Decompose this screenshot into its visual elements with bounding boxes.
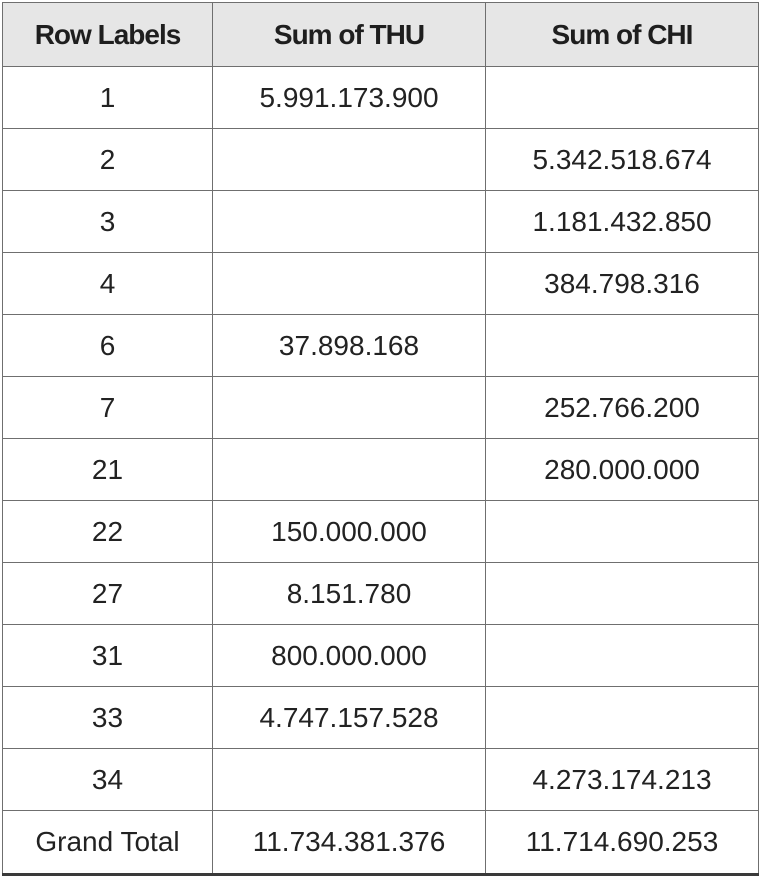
- row-label-cell: 34: [3, 749, 213, 811]
- row-label-cell: 21: [3, 439, 213, 501]
- header-sum-of-chi: Sum of CHI: [486, 3, 759, 67]
- sum-of-chi-cell: [486, 687, 759, 749]
- header-sum-of-thu: Sum of THU: [213, 3, 486, 67]
- grand-total-row: [3, 811, 759, 875]
- row-label-cell: 3: [3, 191, 213, 253]
- table-row: [3, 439, 759, 501]
- row-label-cell: 22: [3, 501, 213, 563]
- row-label-cell: 33: [3, 687, 213, 749]
- sum-of-thu-cell: 150.000.000: [213, 501, 486, 563]
- sum-of-chi-cell: 1.181.432.850: [486, 191, 759, 253]
- table-row: [3, 625, 759, 687]
- grand-total-chi: 11.714.690.253: [486, 811, 759, 875]
- header-row-labels: Row Labels: [3, 3, 213, 67]
- sum-of-thu-cell: 4.747.157.528: [213, 687, 486, 749]
- sum-of-chi-cell: 280.000.000: [486, 439, 759, 501]
- row-label-cell: 1: [3, 67, 213, 129]
- row-label-cell: 27: [3, 563, 213, 625]
- row-label-cell: 7: [3, 377, 213, 439]
- sum-of-thu-cell: 8.151.780: [213, 563, 486, 625]
- sum-of-chi-cell: [486, 625, 759, 687]
- table-row: [3, 501, 759, 563]
- sum-of-thu-cell: [213, 191, 486, 253]
- sum-of-thu-cell: [213, 439, 486, 501]
- sum-of-chi-cell: [486, 563, 759, 625]
- grand-total-label: Grand Total: [3, 811, 213, 875]
- sum-of-chi-cell: 384.798.316: [486, 253, 759, 315]
- sum-of-thu-cell: [213, 377, 486, 439]
- table-row: [3, 315, 759, 377]
- table-row: [3, 67, 759, 129]
- sum-of-thu-cell: 800.000.000: [213, 625, 486, 687]
- sum-of-chi-cell: [486, 67, 759, 129]
- row-label-cell: 2: [3, 129, 213, 191]
- sum-of-thu-cell: [213, 253, 486, 315]
- row-label-cell: 6: [3, 315, 213, 377]
- table-row: [3, 563, 759, 625]
- sum-of-thu-cell: [213, 749, 486, 811]
- sum-of-chi-cell: [486, 501, 759, 563]
- header-row: [3, 3, 759, 67]
- sum-of-chi-cell: 252.766.200: [486, 377, 759, 439]
- table-row: [3, 749, 759, 811]
- sum-of-thu-cell: [213, 129, 486, 191]
- table-row: [3, 129, 759, 191]
- table-row: [3, 253, 759, 315]
- sum-of-chi-cell: 4.273.174.213: [486, 749, 759, 811]
- table-body: [3, 67, 759, 875]
- grand-total-thu: 11.734.381.376: [213, 811, 486, 875]
- table-row: [3, 687, 759, 749]
- row-label-cell: 31: [3, 625, 213, 687]
- sum-of-thu-cell: 5.991.173.900: [213, 67, 486, 129]
- sum-of-thu-cell: 37.898.168: [213, 315, 486, 377]
- pivot-table-container: [2, 2, 758, 876]
- table-row: [3, 377, 759, 439]
- pivot-table: [2, 2, 759, 876]
- sum-of-chi-cell: [486, 315, 759, 377]
- sum-of-chi-cell: 5.342.518.674: [486, 129, 759, 191]
- table-row: [3, 191, 759, 253]
- row-label-cell: 4: [3, 253, 213, 315]
